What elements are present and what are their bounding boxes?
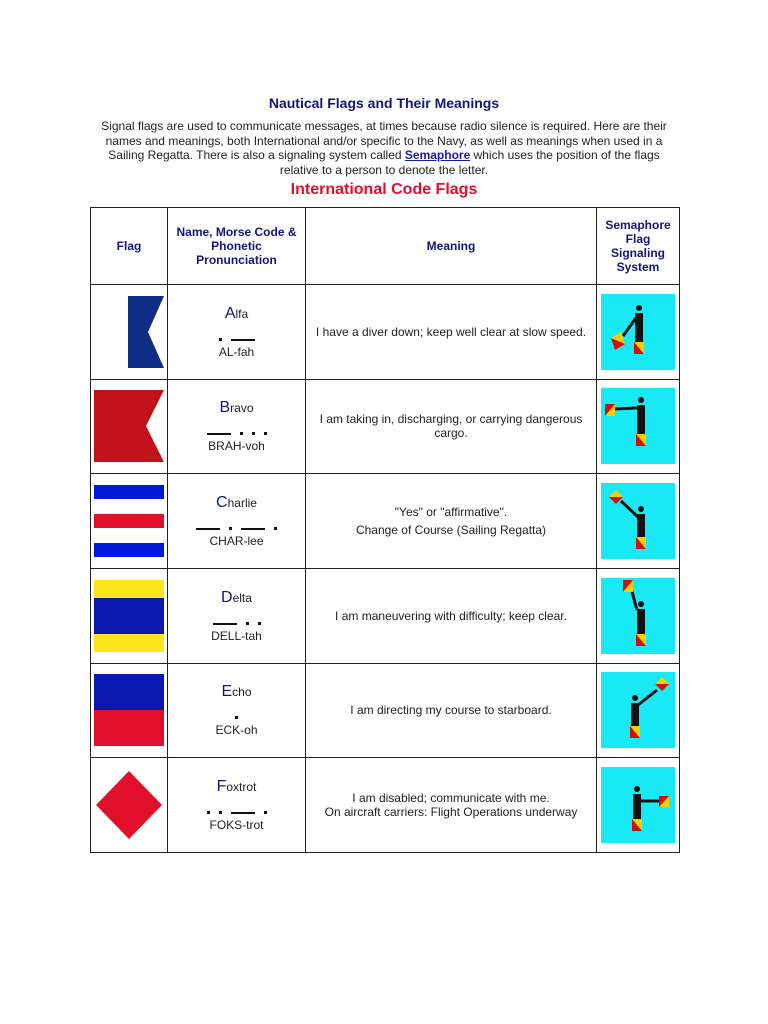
section-subtitle: International Code Flags [290,181,478,198]
semaphore-d-icon [601,578,675,654]
meaning-text-2: On aircraft carriers: Flight Operations underway [324,805,578,820]
table-row-bravo [91,379,680,474]
phonetic-pronunciation: FOKS-trot [209,818,264,833]
name-cell [168,758,306,853]
flag-letter: E [221,683,233,701]
charlie-flag-icon [94,485,164,557]
morse-dash [231,812,255,814]
table-header-row [91,208,680,285]
name-cell [168,285,306,380]
flag-cell [91,568,168,663]
phonetic-pronunciation: AL-fah [218,344,255,359]
semaphore-cell [597,379,680,474]
flag-cell [91,379,168,474]
table-row-alfa [91,285,680,380]
meaning-cell [306,285,597,380]
meaning-cell [306,474,597,569]
meaning-cell [306,758,597,853]
foxtrot-flag-icon [94,769,164,841]
semaphore-cell [597,663,680,758]
flag-name-rest: oxtrot [226,780,257,795]
semaphore-e-icon [601,672,675,748]
semaphore-a-icon [601,294,675,370]
morse-dot [229,527,232,530]
morse-code [168,419,305,437]
intro-paragraph [88,119,680,177]
morse-dot [235,716,238,719]
morse-code [168,325,305,343]
morse-dash [213,623,237,625]
intro-text-2: which uses the position of the flags relative to a person to denote the letter. [279,148,660,177]
meaning-text: I have a diver down; keep well clear at slow speed. [315,324,587,339]
header-meaning: Meaning [306,208,597,285]
flag-name-rest: cho [232,685,252,700]
semaphore-b-icon [601,388,675,464]
flag-letter: D [221,588,233,606]
flag-cell [91,285,168,380]
meaning-text: I am taking in, discharging, or carrying dangerous cargo. [319,412,583,441]
morse-dash [196,528,220,530]
bravo-flag-icon [94,390,164,462]
meaning-text-2: Change of Course (Sailing Regatta) [355,523,547,538]
meaning-text: I am directing my course to starboard. [350,703,552,718]
meaning-cell [306,663,597,758]
morse-dot [246,622,249,625]
morse-dash [231,339,255,341]
flag-name-rest: ravo [230,401,254,416]
morse-code [168,798,305,816]
header-flag: Flag [91,208,168,285]
semaphore-cell [597,285,680,380]
flags-table [90,207,680,853]
phonetic-pronunciation: BRAH-voh [208,439,265,454]
table-row-delta [91,568,680,663]
morse-dot [274,527,277,530]
table-row-echo [91,663,680,758]
morse-code [168,609,305,627]
semaphore-cell [597,568,680,663]
flag-cell [91,663,168,758]
morse-dot [252,432,255,435]
morse-dot [258,622,261,625]
delta-flag-icon [94,580,164,652]
meaning-cell [306,568,597,663]
morse-code [168,703,305,721]
morse-dot [264,432,267,435]
flag-letter: F [216,778,227,796]
name-cell [168,663,306,758]
meaning-text: "Yes" or "affirmative". [394,505,508,520]
echo-flag-icon [94,674,164,746]
semaphore-cell [597,758,680,853]
table-row-foxtrot [91,758,680,853]
flag-name-rest: elta [232,590,252,605]
intro-text-1: Signal flags are used to communicate messages, at times because radio silence is required. Here are their names and meanings, both International and/or specific to the Navy, as well as meanings when used in a Sailing Regatta. There is also a signaling system called [101,119,667,162]
morse-dash [207,433,231,435]
meaning-cell [306,379,597,474]
flag-cell [91,758,168,853]
phonetic-pronunciation: CHAR-lee [209,534,264,549]
semaphore-c-icon [601,483,675,559]
header-semaphore: Semaphore Flag Signaling System [597,208,680,285]
meaning-text: I am disabled; communicate with me. [352,791,550,806]
morse-dot [240,432,243,435]
flag-letter: A [224,304,236,322]
alfa-flag-icon [94,296,164,368]
page-title: Nautical Flags and Their Meanings [268,95,500,111]
morse-code [168,514,305,532]
meaning-text: I am maneuvering with difficulty; keep clear. [335,608,567,623]
morse-dot [219,338,222,341]
flag-name-rest: lfa [235,306,249,321]
header-name: Name, Morse Code & Phonetic Pronunciation [168,208,306,285]
semaphore-cell [597,474,680,569]
morse-dash [241,528,265,530]
name-cell [168,568,306,663]
flag-letter: C [216,494,228,512]
semaphore-link[interactable]: Semaphore [404,148,471,162]
flag-name-rest: harlie [227,496,257,511]
semaphore-f-icon [601,767,675,843]
flag-cell [91,474,168,569]
name-cell [168,379,306,474]
table-row-charlie [91,474,680,569]
morse-dot [264,811,267,814]
morse-dot [207,811,210,814]
flag-letter: B [219,399,231,417]
name-cell [168,474,306,569]
phonetic-pronunciation: ECK-oh [215,723,258,738]
morse-dot [219,811,222,814]
phonetic-pronunciation: DELL-tah [211,628,262,643]
